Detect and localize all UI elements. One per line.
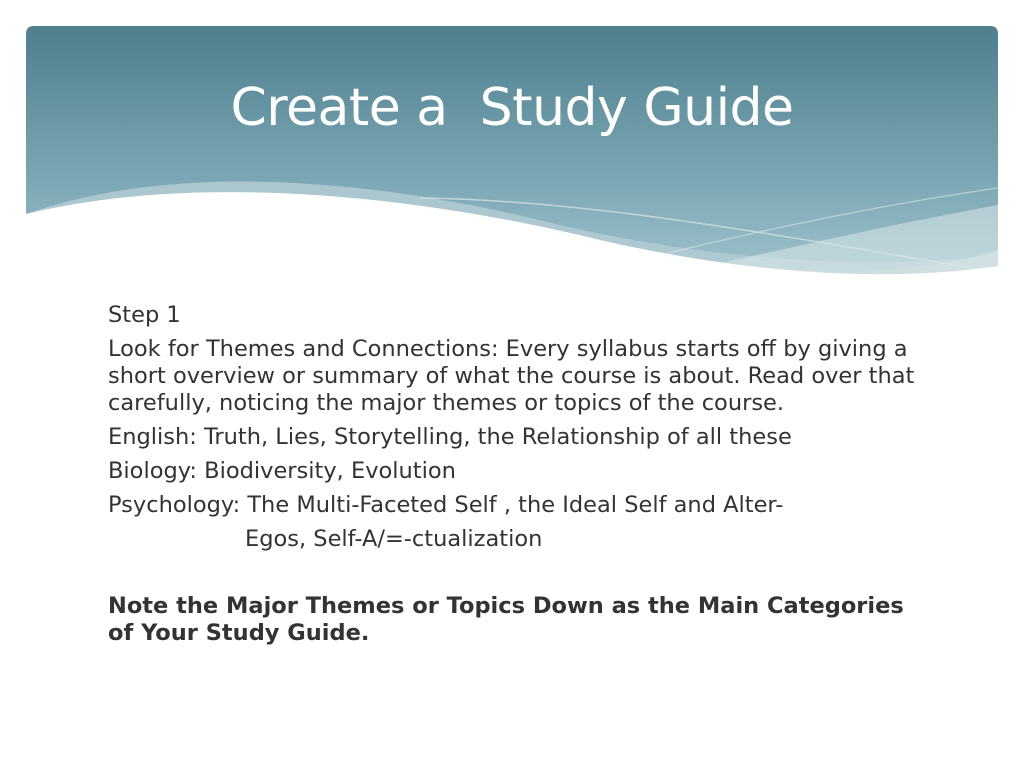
biology-themes: Biology: Biodiversity, Evolution: [108, 458, 456, 484]
psychology-themes-continued: Egos, Self-A/=-ctualization: [245, 526, 543, 552]
intro-paragraph: Look for Themes and Connections: Every syllabus starts off by giving a short overview or summary of what the course is about. Read over that carefully, noticing the major themes or topics of the course.: [108, 336, 915, 416]
psychology-themes: Psychology: The Multi-Faceted Self , the Ideal Self and Alter-: [108, 492, 784, 518]
english-themes: English: Truth, Lies, Storytelling, the Relationship of all these: [108, 424, 792, 450]
slide-body: [108, 302, 928, 647]
step-label: Step 1: [108, 302, 181, 328]
header-banner: [0, 0, 1024, 300]
slide-title: Create a Study Guide: [230, 78, 794, 138]
note-text: Note the Major Themes or Topics Down as the Main Categories of Your Study Guide.: [108, 593, 904, 646]
